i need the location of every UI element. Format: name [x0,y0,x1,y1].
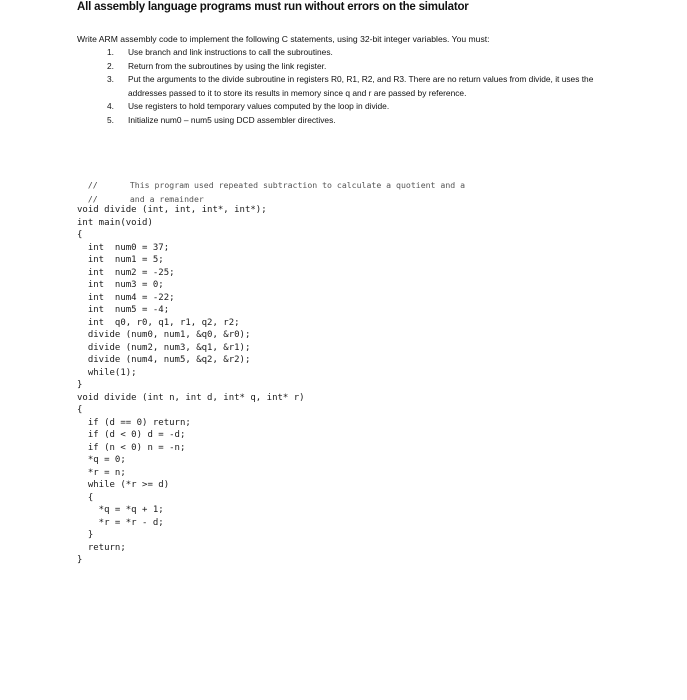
code-line: int num0 = 37; [77,242,170,253]
code-line: *r = *r - d; [77,517,164,528]
page-title: All assembly language programs must run without errors on the simulator [77,1,469,13]
code-line: return; [77,542,126,553]
code-line: } [77,530,94,540]
requirement-text: Initialize num0 – num5 using DCD assembler directives. [128,114,336,125]
requirement-item [107,60,607,74]
requirement-number: 5. [107,114,114,125]
requirement-number: 4. [107,101,114,112]
code-line: void divide (int n, int d, int* q, int* r) [77,392,305,403]
code-line: if (d == 0) return; [77,417,191,428]
code-line: while(1); [77,367,137,378]
instructions-intro: Write ARM assembly code to implement the following C statements, using 32-bit integer variables. You must: [77,34,490,44]
requirement-text: Put the arguments to the divide subroutine in registers R0, R1, R2, and R3. There are no return values from divide, it uses the addresses passed to it to store its results in memory since q and r are passed by reference. [128,74,594,98]
code-line: int num5 = -4; [77,305,170,315]
code-line: if (n < 0) n = -n; [77,442,186,453]
code-line: int main(void) [77,217,153,228]
code-line: } [77,380,83,390]
requirement-number: 1. [107,47,114,57]
code-line: int num1 = 5; [77,255,164,265]
requirement-item [107,114,607,128]
code-line: int num4 = -22; [77,292,175,303]
code-line: *q = *q + 1; [77,505,164,515]
comment-text: and a remainder [129,194,204,204]
requirement-text: Return from the subroutines by using the link register. [128,60,327,71]
code-line: *q = 0; [77,455,126,465]
code-line: divide (num2, num3, &q1, &r1); [77,342,251,353]
requirement-item [107,73,607,100]
requirement-item [107,46,607,60]
requirement-text: Use branch and link instructions to call the subroutines. [128,47,333,57]
requirements-list [107,46,607,128]
comment-slashes: // [87,194,98,204]
comment-text: This program used repeated subtraction to calculate a quotient and a [129,180,466,190]
code-line: { [77,492,94,503]
requirement-item [107,100,607,114]
code-line: } [77,555,83,565]
requirement-number: 3. [107,74,114,85]
code-block [77,204,305,567]
code-comment-line [78,178,204,206]
comment-slashes: // [87,180,98,190]
code-line: { [77,405,83,415]
code-line: while (*r >= d) [77,480,170,490]
code-line: int num3 = 0; [77,280,164,290]
code-line: void divide (int, int, int*, int*); [77,205,267,215]
code-line: { [77,230,83,240]
code-line: int num2 = -25; [77,267,175,278]
requirement-number: 2. [107,60,114,71]
code-line: *r = n; [77,467,126,478]
code-line: divide (num0, num1, &q0, &r0); [77,330,251,340]
code-line: if (d < 0) d = -d; [77,430,186,440]
requirement-text: Use registers to hold temporary values computed by the loop in divide. [128,101,390,112]
code-line: divide (num4, num5, &q2, &r2); [77,355,251,365]
code-line: int q0, r0, q1, r1, q2, r2; [77,317,240,328]
